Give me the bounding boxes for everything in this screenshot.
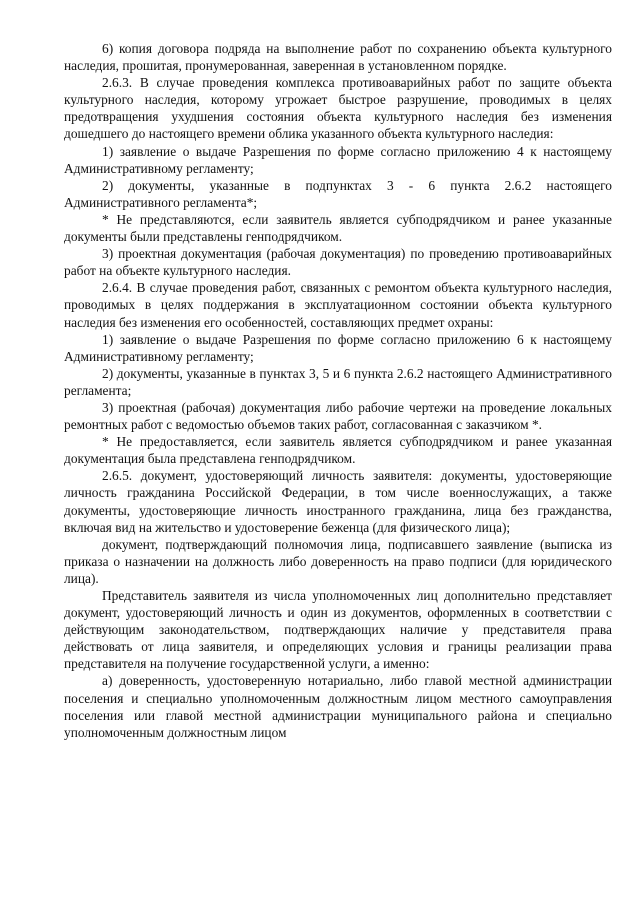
paragraph-2-6-3: 2.6.3. В случае проведения комплекса противоаварийных работ по защите объекта культурного наследия, которому угрожает быстрое разрушение, проводимых в целях предотвращения ухудшения состояния объекта культурного наследия без изменения дошедшего до настоящего времени облика указанного объекта культурного наследия: — [64, 75, 612, 142]
paragraph-authority-document: документ, подтверждающий полномочия лица, подписавшего заявление (выписка из приказа о назначении на должность либо доверенность на право подписи (для юридического лица). — [64, 536, 612, 586]
footnote-not-provided: * Не предоставляется, если заявитель является субподрядчиком и ранее указанная документация была представлена генподрядчиком. — [64, 434, 612, 467]
paragraph-2-6-4: 2.6.4. В случае проведения работ, связанных с ремонтом объекта культурного наследия, проводимых в целях поддержания в эксплуатационном состоянии объекта культурного наследия без изменения его особенностей, составляющих предмет охраны: — [64, 280, 612, 330]
paragraph-2-6-5: 2.6.5. документ, удостоверяющий личность заявителя: документы, удостоверяющие личность гражданина Российской Федерации, в том числе военнослужащих, а также документы, удостоверяющие личность иностранного гражданина, лица без гражданства, включая вид на жительство и удостоверение беженца (для физического лица); — [64, 468, 612, 535]
list-item-application-form-4: 1) заявление о выдаче Разрешения по форме согласно приложению 4 к настоящему Административному регламенту; — [64, 143, 612, 176]
paragraph-copy-contract: 6) копия договора подряда на выполнение работ по сохранению объекта культурного наследия, прошитая, пронумерованная, заверенная в установленном порядке. — [64, 41, 612, 74]
list-item-application-form-6: 1) заявление о выдаче Разрешения по форме согласно приложению 6 к настоящему Административному регламенту; — [64, 331, 612, 364]
footnote-not-submitted: * Не представляются, если заявитель является субподрядчиком и ранее указанные документы были представлены генподрядчиком. — [64, 211, 612, 245]
list-item-project-documentation: 3) проектная документация (рабочая документация) по проведению противоаварийных работ на объекте культурного наследия. — [64, 246, 612, 279]
list-item-documents-points: 2) документы, указанные в пунктах 3, 5 и 6 пункта 2.6.2 настоящего Административного регламента; — [64, 365, 612, 398]
list-item-working-documentation: 3) проектная (рабочая) документация либо рабочие чертежи на проведение локальных ремонтных работ с ведомостью объемов таких работ, согласованная с заказчиком *. — [64, 399, 612, 433]
document-page — [64, 40, 612, 741]
list-item-power-of-attorney: а) доверенность, удостоверенную нотариально, либо главой местной администрации поселения и специально уполномоченным должностным лицом местного самоуправления поселения или главой местной администрации муниципального района и специально уполномоченным должностным лицом — [64, 673, 612, 740]
paragraph-representative: Представитель заявителя из числа уполномоченных лиц дополнительно представляет документ, удостоверяющий личность и один из документов, оформленных в соответствии с действующим законодательством, подтверждающих наличие у представителя права действовать от лица заявителя, и определяющих условия и границы реализации права представителя на получение государственной услуги, а именно: — [64, 588, 612, 672]
list-item-documents-subpoints: 2) документы, указанные в подпунктах 3 - 6 пункта 2.6.2 настоящего Административного регламента*; — [64, 177, 612, 210]
